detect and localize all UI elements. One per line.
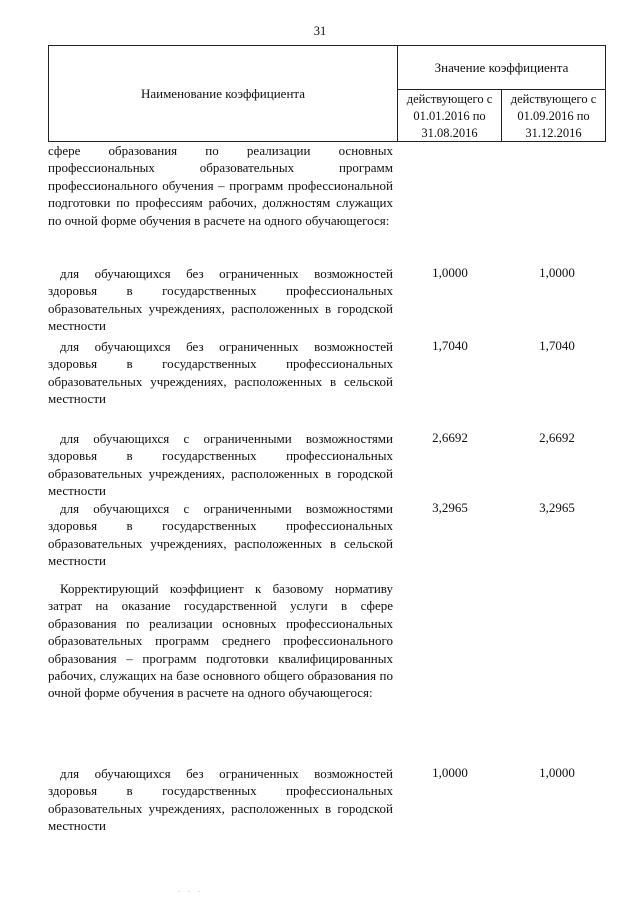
header-period-1: действующего с 01.01.2016 по 31.08.2016 — [397, 89, 502, 142]
scan-specks: . . . — [178, 885, 203, 894]
row-3-text: для обучающихся с ограниченными возможностями здоровья в государственных профессиональных образовательных учреждениях, расположенных в городской местности — [48, 431, 393, 499]
row-4-value-2: 3,2965 — [539, 500, 575, 515]
row-2-value-1: 1,7040 — [432, 338, 468, 353]
row-3-value-2: 2,6692 — [539, 430, 575, 445]
row-5-text: Корректирующий коэффициент к базовому нормативу затрат на оказание государственной услуги в сфере образования по реализации основных профессиональных образовательных программ среднего профессионального образования – программ подготовки квалифицированных рабочих, служащих на базе основного общего образования по очной форме обучения в расчете на одного обучающегося: — [48, 581, 393, 701]
row-1-value-2: 1,0000 — [539, 265, 575, 280]
header-name-column: Наименование коэффициента — [48, 45, 398, 142]
header-value-column: Значение коэффициента — [397, 45, 606, 90]
row-6-value-2: 1,0000 — [539, 765, 575, 780]
row-2-value-2: 1,7040 — [539, 338, 575, 353]
row-2-text: для обучающихся без ограниченных возможностей здоровья в государственных профессиональных образовательных учреждениях, расположенных в сельской местности — [48, 339, 393, 407]
row-1-value-1: 1,0000 — [432, 265, 468, 280]
row-4-text: для обучающихся с ограниченными возможностями здоровья в государственных профессиональных образовательных учреждениях, расположенных в сельской местности — [48, 501, 393, 569]
row-4-value-1: 3,2965 — [432, 500, 468, 515]
row-1-text: для обучающихся без ограниченных возможностей здоровья в государственных профессиональных образовательных учреждениях, расположенных в городской местности — [48, 266, 393, 334]
row-6-text: для обучающихся без ограниченных возможностей здоровья в государственных профессиональных образовательных учреждениях, расположенных в городской местности — [48, 766, 393, 834]
header-period-2: действующего с 01.09.2016 по 31.12.2016 — [501, 89, 606, 142]
page-number: 31 — [313, 24, 327, 38]
row-3-value-1: 2,6692 — [432, 430, 468, 445]
row-0-text: сфере образования по реализации основных профессиональных образовательных программ профессионального обучения – программ профессиональной подготовки по профессиям рабочих, должностям служащих по очной форме обучения в расчете на одного обучающегося: — [48, 143, 393, 228]
row-6-value-1: 1,0000 — [432, 765, 468, 780]
